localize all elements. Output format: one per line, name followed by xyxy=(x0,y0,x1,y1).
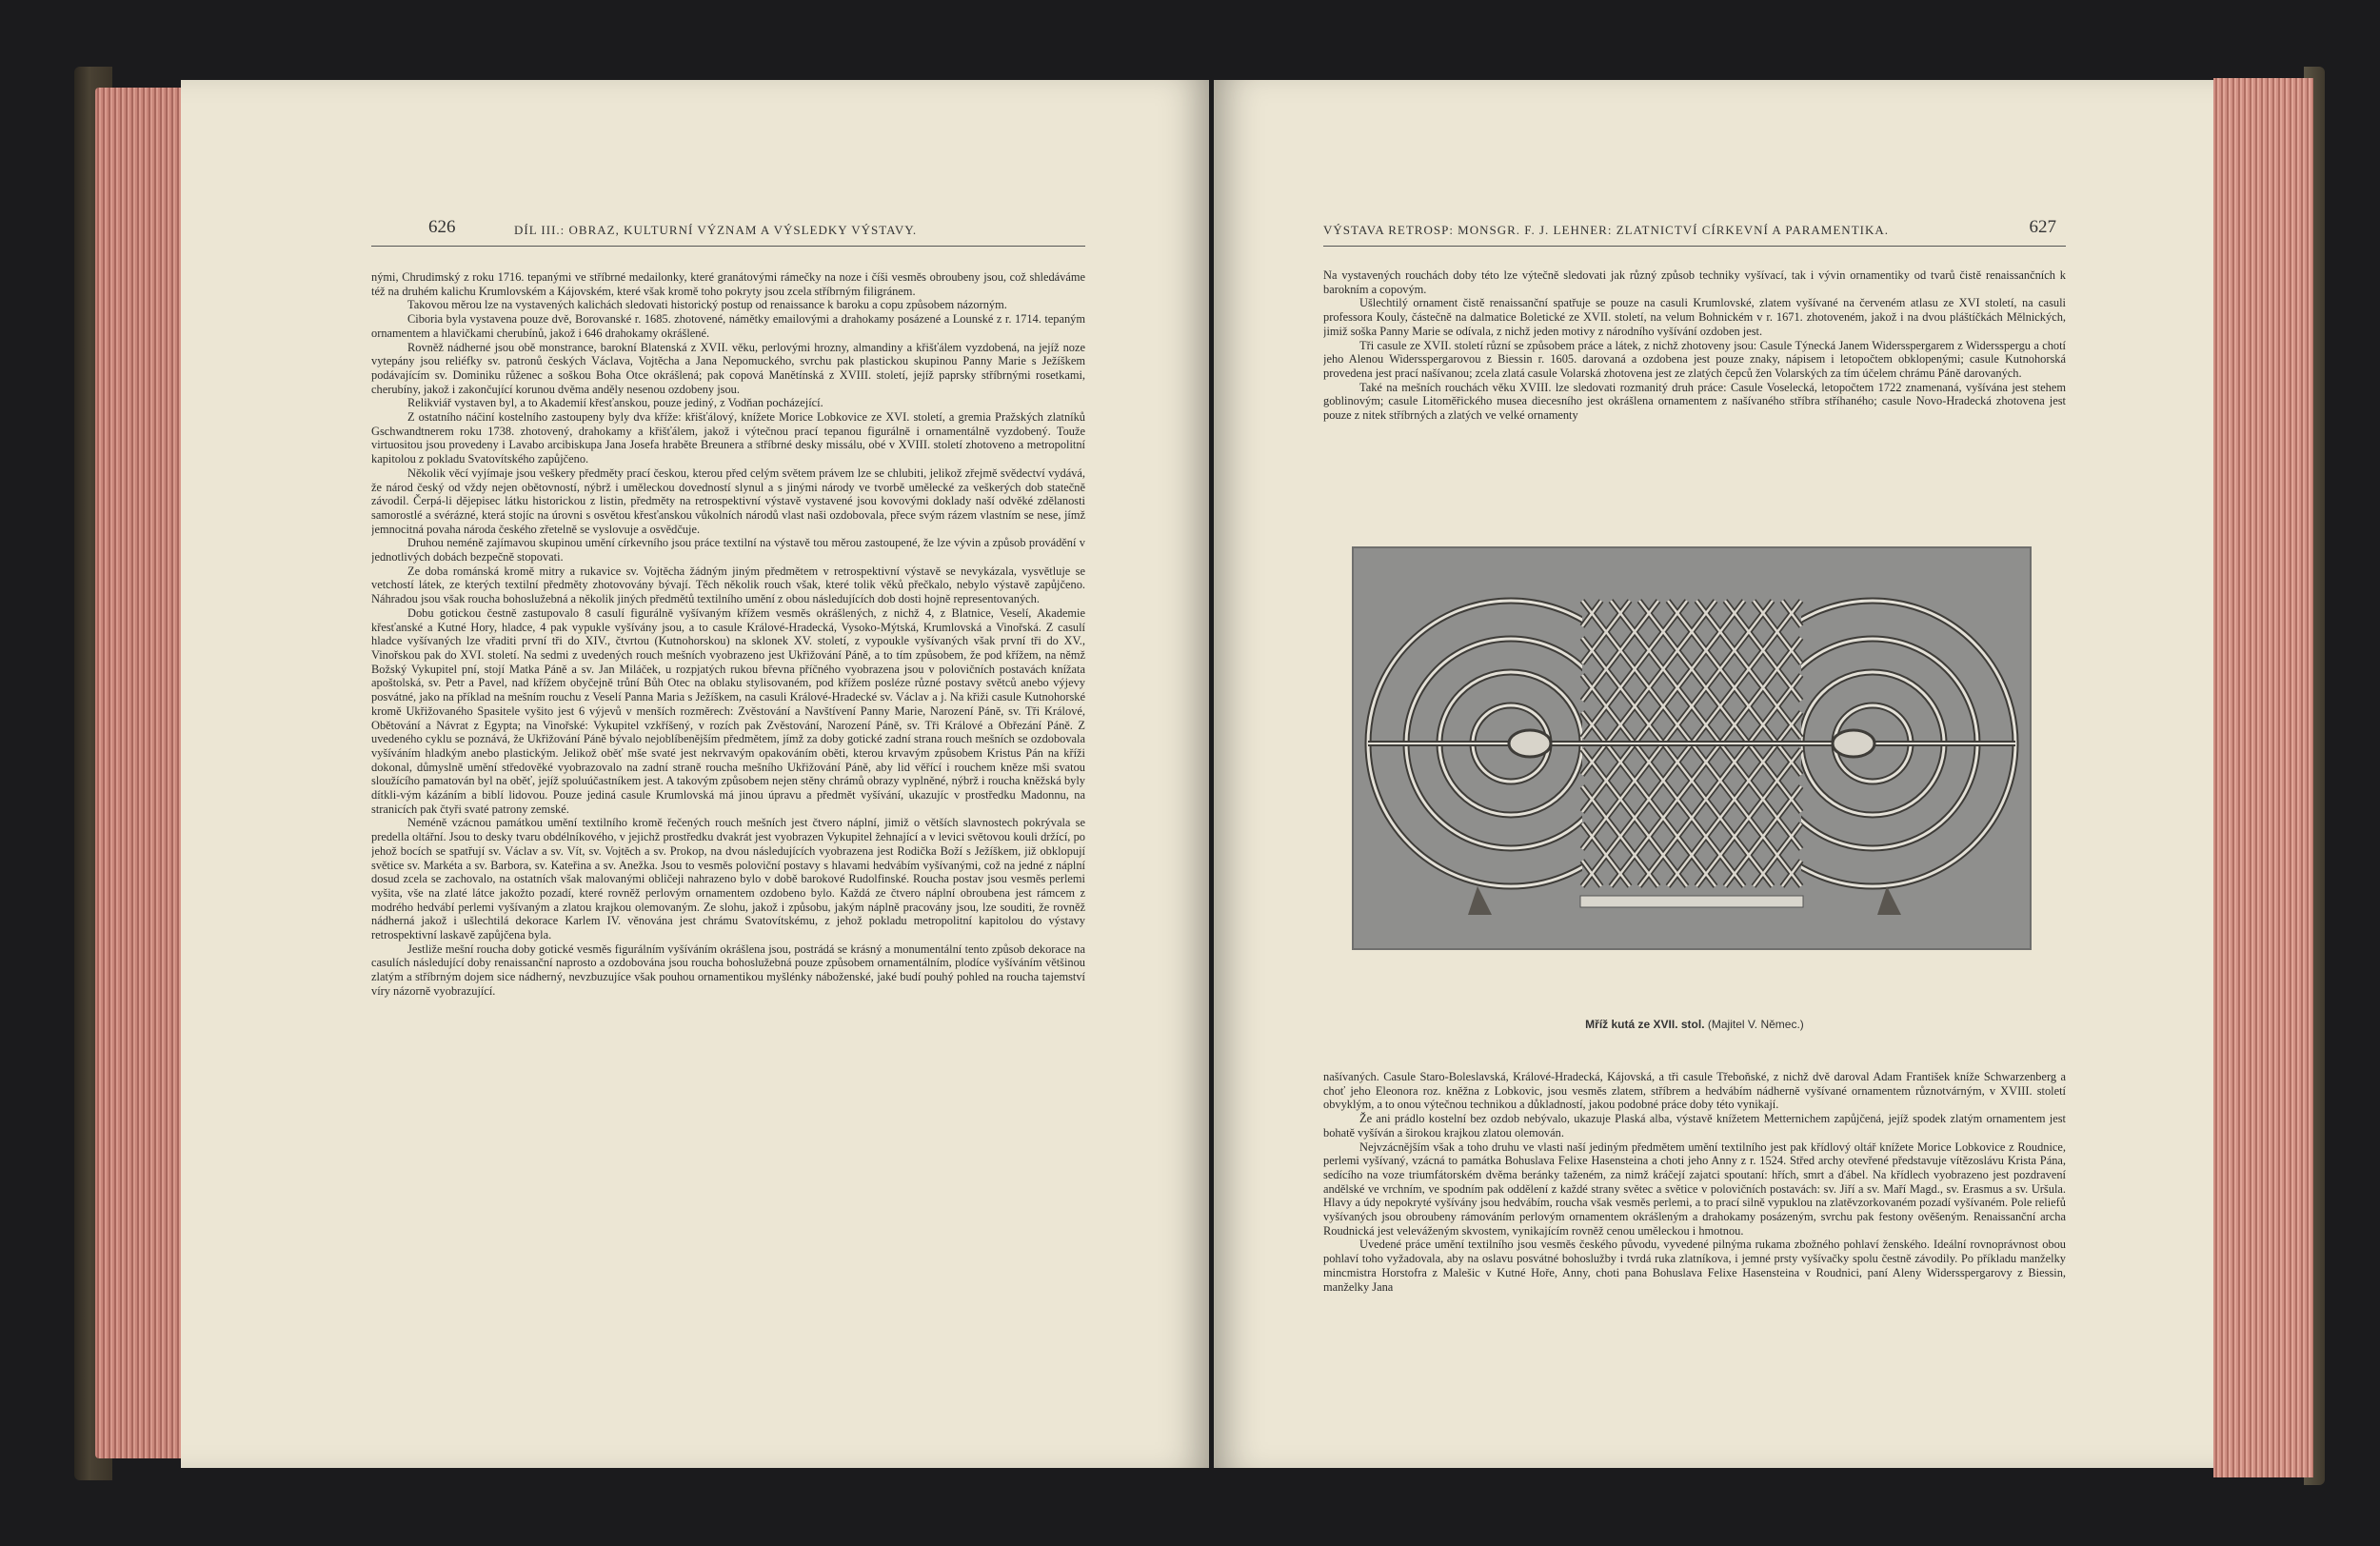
paragraph: Z ostatního náčiní kostelního zastoupeny byly dva kříže: křišťálový, knížete Morice Lobkovice ze XVI. století, a gremia Pražských zlatníků Gschwandtnerem roku 1738. zhotovený, drahokamy a křišťálem, jakož i výtečnou prací tepanou figurálně i ornamentálně vyzdobený. Touže virtuositou jsou provedeny i Lavabo arcibiskupa Jana Josefa hraběte Breunera a stříbrné desky missálu, obé v XVIII. století zhotoveno a metropolitní kapitolou z pokladu Svatovítského zapůjčeno. xyxy=(371,410,1085,466)
right-page-number: 627 xyxy=(2029,217,2056,237)
paragraph: Nejvzácnějším však a toho druhu ve vlasti naší jediným předmětem umění textilního jest pak křídlový oltář knížete Morice Lobkovice z Roudnice, perlemi vyšívaný, vzácná to památka Bohuslava Felixe Hasensteina a choti jeho Anny z r. 1524. Střed archy otevřené představuje vítězoslávu Krista Pána, sedícího na voze triumfátorském dvěma beránky taženém, za nimž kráčejí zajatci spoutaní: hřích, smrt a ďábel. Na křídlech vyobrazeno jest pozdravení andělské ve vrchním, ve spodním pak oddělení z každé strany světec a světice v polovičních postavách: sv. Jiří a sv. Maří Magd., sv. Erasmus a sv. Uršula. Hlavy a údy nepokryté vyšívány jsou hedvábím, roucha však vesměs perlemi, a to prací silně vypuklou na zlatěvzorkovaném pozadí vyšívaném. Pole reliefů vyšívaných jsou obroubeny rámováním perlovým ornamentem okrášleným a drahokamy posázeným, svrchu pak festony ověšeným. Renaissanční archa Roudnická jest veleváženým skvostem, vynikajícím rovněž cenou uměleckou i hmotnou. xyxy=(1323,1140,2066,1238)
left-running-head: DÍL III.: OBRAZ, KULTURNÍ VÝZNAM A VÝSLEDKY VÝSTAVY. xyxy=(514,223,918,237)
paragraph: Na vystavených rouchách doby této lze výtečně sledovati jak různý způsob techniky vyšívací, tak i vývin ornamentiky od tvarů čistě renaissančních k barokním a copovým. xyxy=(1323,268,2066,296)
paragraph: Rovněž nádherné jsou obě monstrance, barokní Blatenská z XVII. věku, perlovými hrozny, almandiny a křišťálem vyzdobená, na jejíž noze vytepány jsou reliéfky sv. patronů českých Václava, Vojtěcha a Jana Nepomuckého, svrchu pak plastickou skupinou Panny Marie s Ježíškem podávajícím sv. Dominiku růženec a soškou Boha Otce okrášlená; pak copová Manětínská z XVIII. století, jejíž paprsky stříbrnými rosetkami, cherubíny, jakož i zakončující korunou dvěma anděly nesenou ozdobeny jsou. xyxy=(371,340,1085,396)
right-page xyxy=(1214,80,2213,1468)
paragraph: Několik věcí vyjímaje jsou veškery předměty prací českou, kterou před celým světem právem lze se chlubiti, jelikož zřejmě svědectví vydává, že národ český od vždy nejen obětovností, nýbrž i uměleckou dovedností slynul a s jinými národy ve tvorbě umělecké za veškerých dob statečně závodil. Čerpá-li dějepisec látku historickou z listin, předměty na retrospektivní výstavě vystavené jsou kovovými doklady naší odvěké zdělanosti samorostlé a svérázné, která stojíc na úrovni s osvětou křesťanskou vůkolních národů vlast naši ozdobovala, přece svým rázem vlastním se nese, jímž jemnocitná povaha národa českého zřetelně se vyslovuje a osvědčuje. xyxy=(371,466,1085,536)
paragraph: nými, Chrudimský z roku 1716. tepanými ve stříbrné medailonky, které granátovými rámečky na noze i číši vesměs obroubeny jsou, což shledáváme též na druhém kalichu Krumlovském a Kájovském, které však kromě toho pokryty jsou zcela stříbrným filigránem. xyxy=(371,270,1085,298)
right-page-top-body xyxy=(1323,268,2066,480)
paragraph: Ušlechtilý ornament čistě renaissanční spatřuje se pouze na casuli Krumlovské, zlatem vyšívané na červeném atlasu ze XVI století, na casuli professora Kouly, částečně na dalmatice Boletické ze XVII. století, na velum Bohnickém v r. 1671. zhotoveném, jakož i na dvou pláštíčkách Mělnických, jimiž soška Panny Marie se odívala, z nichž jeden motivy z národního vyšívání ozdoben jest. xyxy=(1323,296,2066,338)
paragraph: Druhou neméně zajímavou skupinou umění církevního jsou práce textilní na výstavě tou měrou zastoupené, že lze vývin a způsob provádění v jednotlivých dobách bezpečně stopovati. xyxy=(371,536,1085,565)
left-page-body xyxy=(371,270,1085,1417)
header-rule xyxy=(1323,246,2066,247)
page-edges-left xyxy=(95,88,181,1458)
paragraph: Jestliže mešní roucha doby gotické vesměs figurálním vyšíváním okrášlena jsou, postrádá se krásný a monumentální tento způsob dekorace na casulích následující doby renaissanční naprosto a ozdobována jsou roucha bohoslužebná pouze způsobem ornamentálním, plodíce vyšíváním většinou zlatým a stříbrným dojem sice nádherný, nevzbuzujíce však pouhou ornamentikou myšlénky náboženské, jaké budí pouhý pohled na roucha tajemství víry názorně vyobrazující. xyxy=(371,941,1085,998)
wrought-iron-grille-illustration xyxy=(1354,548,2030,948)
right-page-header xyxy=(1323,217,2066,251)
figure-caption xyxy=(1323,1018,2066,1031)
right-running-head: VÝSTAVA RETROSP: MONSGR. F. J. LEHNER: ZLATNICTVÍ CÍRKEVNÍ A PARAMENTIKA. xyxy=(1323,223,1889,237)
paragraph: Ciboria byla vystavena pouze dvě, Borovanské r. 1685. zhotovené, námětky emailovými a drahokamy posázené a Lounské z r. 1714. tepaným ornamentem a hlavičkami cherubínů, jakož i 646 drahokamy okrášlené. xyxy=(371,312,1085,340)
header-rule xyxy=(371,246,1085,247)
paragraph: Tři casule ze XVII. století různí se způsobem práce a látek, z nichž zhotoveny jsou: Casule Týnecká Janem Widersspergarem z Widersspergu a chotí jeho Alenou Widersspergarovou z Biessin r. 1605. darovaná a ozdobena jest pouze znaky, nápisem i letopočtem obklopenými; casule Kutnohorská provedena jest prací našívanou; zcela zlatá casule Volarská zhotovena jest ze zlatých čepců žen Volarských za tím účelem chrámu Páně darovaných. xyxy=(1323,338,2066,380)
paragraph: Ze doba románská kromě mitry a rukavice sv. Vojtěcha žádným jiným předmětem v retrospektivní výstavě se nevykázala, vysvětluje se vetchostí látek, ze kterých textilní předměty zhotovovány bývají. Těch několik rouch však, které tolik věků přečkalo, nebylo výstavě zapůjčeno. Náhradou jsou však roucha bohoslužebná a několik jiných předmětů textilního umění z obou následujících dob dosti hojně representovaných. xyxy=(371,564,1085,606)
paragraph: Také na mešních rouchách věku XVIII. lze sledovati rozmanitý druh práce: Casule Voselecká, letopočtem 1722 znamenaná, vyšívána jest stehem goblinovým; casule Litoměřického musea diecesního jest okrášlena ornamentem z našívaného stříbra stříhaného; casule Novo-Hradecká zhotovena jest pouze z nitek stříbrných a zlatých ve velké ornamenty xyxy=(1323,380,2066,423)
paragraph: našívaných. Casule Staro-Boleslavská, Králové-Hradecká, Kájovská, a tři casule Třeboňské, z nichž dvě daroval Adam František kníže Schwarzenberg a choť jeho Eleonora roz. kněžna z Lobkovic, jsou vesměs zlatem, stříbrem a hedvábím nádherně vyšívané ornamentem různotvárným, v XVIII. století obvyklým, a to onou výtečnou technikou a důkladností, jakou podobné práce doby této vynikají. xyxy=(1323,1070,2066,1112)
left-page-header xyxy=(371,217,1085,251)
caption-title: Mříž kutá ze XVII. stol. xyxy=(1585,1018,1705,1031)
paragraph: Dobu gotickou čestně zastupovalo 8 casulí figurálně vyšívaným křížem vesměs okrášlených, z nichž 4, z Blatnice, Veselí, Akademie křesťanské a Kutné Hory, hladce, 4 pak vypukle vyšívány jsou, a to casule Králové-Hradecká, Vysoko-Mýtská, Krumlovská a Vinořská. Z casulí hladce vyšívaných lze vřaditi první tři do XIV., čtvrtou (Kutnohorskou) na sklonek XV. století, z vypoukle vyšívaných však první tři do XV., Vinořskou pak do XVI. století. Na sedmi z uvedených rouch mešních vyobrazeno jest Ukřižování Páně, a to tím způsobem, že pod křížem, na němž Božský Vykupitel pní, stojí Matka Páně a sv. Jan Miláček, u rozpjatých rukou břevna příčného vyobrazena jsou v polovičních postavách knížata apoštolská, sv. Petr a Pavel, nad křížem obyčejně trůní Bůh Otec na oblaku stylisovaném, pod křížem posléze různé postavy světců anebo výjevy posvátné, jako na příklad na mešním rouchu z Veselí Panna Maria s Ježíškem, na casuli Králové-Hradecké sv. Václav a j. Na křiži casule Kutnohorské kromě Ukřižovaného Spasitele vyšito jest 6 výjevů v menších rozměrech: Zvěstování a Navštívení Panny Marie, Narození Páně, sv. Tři Králové, Obětování a Návrat z Egypta; na Vinořské: Vykupitel vzkříšený, v rozích pak Zvěstování, Narození Páně, sv. Tři Králové a Obřezání Páně. Z uvedeného cyklu se poznává, že Ukřižování Páně bývalo nejoblíbenějším předmětem, jímž za doby gotické zadní strana rouch mešních se ozdobovala vyšíváním hladkým anebo plastickým. Jelikož oběť mše svaté jest nekrvavým opakováním oběti, kterou krvavým způsobem Kristus Pán na kříži dokonal, důmyslně umění středověké vyobrazovalo na zadní straně roucha mešního Ukřižování Páně, aby lid věřící i rouchem kněze mši svatou sloužícího pamatován byl na oběť, jejíž spoluúčastníkem jest. A takovým způsobem nejen stěny chrámů obrazy vyplněné, nýbrž i roucha kněžská byly dítkli-vým kázáním a biblí lidovou. Pouze jediná casule Krumlovská má jinou úpravu a předmět vyšívání, ukazujíc v prostředku Madonnu, na stranicích pak čtyři svaté patrony zemské. xyxy=(371,605,1085,816)
paragraph: Relikviář vystaven byl, a to Akademií křesťanskou, pouze jediný, z Vodňan pocházející. xyxy=(407,396,823,410)
paragraph: Takovou měrou lze na vystavených kalichách sledovati historický postup od renaissance k baroku a copu způsobem názorným. xyxy=(407,298,1007,312)
iron-grille-photo xyxy=(1352,546,2032,950)
paragraph: Uvedené práce umění textilního jsou vesměs českého původu, vyvedené pilnýma rukama zbožného pohlaví ženského. Ideální rovnoprávnost obou pohlaví toho vyžadovala, aby na oslavu posvátné bohoslužby i tvrdá ruka zlatníkova, i jemné prsty vyšívačky spolu čestně závodily. Po příkladu manželky mincmistra Horstofra z Malešic v Kutné Hoře, Anny, choti pana Bohuslava Felixe Hasensteina v Roudnici, paní Aleny Widersspergarovy z Biessin, manželky Jana xyxy=(1323,1238,2066,1294)
paragraph: Že ani prádlo kostelní bez ozdob nebývalo, ukazuje Plaská alba, výstavě knížetem Metternichem zapůjčená, jejíž spodek zlatým ornamentem jest bohatě vyšíván a širokou krajkou zlatou olemován. xyxy=(1323,1112,2066,1140)
page-edges-right xyxy=(2213,78,2313,1477)
left-page-number: 626 xyxy=(428,217,456,237)
paragraph: Neméně vzácnou památkou umění textilního kromě řečených rouch mešních jest čtvero náplní, jimiž o větších slavnostech pokrývala se predella oltářní. Jsou to desky tvaru obdélníkového, v jejichž prostředku dvakrát jest vyobrazen Vykupitel žehnající a v levici světovou kouli držící, po jehož bocích se spatřují sv. Václav a sv. Vít, sv. Vojtěch a sv. Prokop, na dvou následujících vyobrazena jest Rodička Boží s Ježíškem, již obklopují světice sv. Markéta a sv. Barbora, sv. Kateřina a sv. Anežka. Jsou to vesměs poloviční postavy s hlavami hedvábím vyšívanými, což na jedné z náplní dosud zcela se zachovalo, na ostatních však malovanými obličeji nahrazeno bylo v době barokové Rudolfinské. Roucha postav jsou vesměs perlemi vyšita, vše na zlaté látce jakožto pozadí, které rovněž perlovým ornamentem ozdobeno bylo. Každá ze čtvero náplní obroubena jest rámcem z modrého hedvábí perlemi vyšívaným a zlatou krajkou olemovaným. Ze slohu, jakož i způsobu, jakým náplně pracovány jsou, lze souditi, že rovněž nádherná jakož i ušlechtilá dekorace Karlem IV. věnována jest chrámu Svatovítskému, z jehož pokladu metropolitní kapitolou do výstavy retrospektivní laskavě zapůjčena byla. xyxy=(371,816,1085,942)
right-page-bottom-body xyxy=(1323,1070,2066,1432)
caption-owner: (Majitel V. Němec.) xyxy=(1707,1018,1804,1031)
left-page xyxy=(181,80,1209,1468)
